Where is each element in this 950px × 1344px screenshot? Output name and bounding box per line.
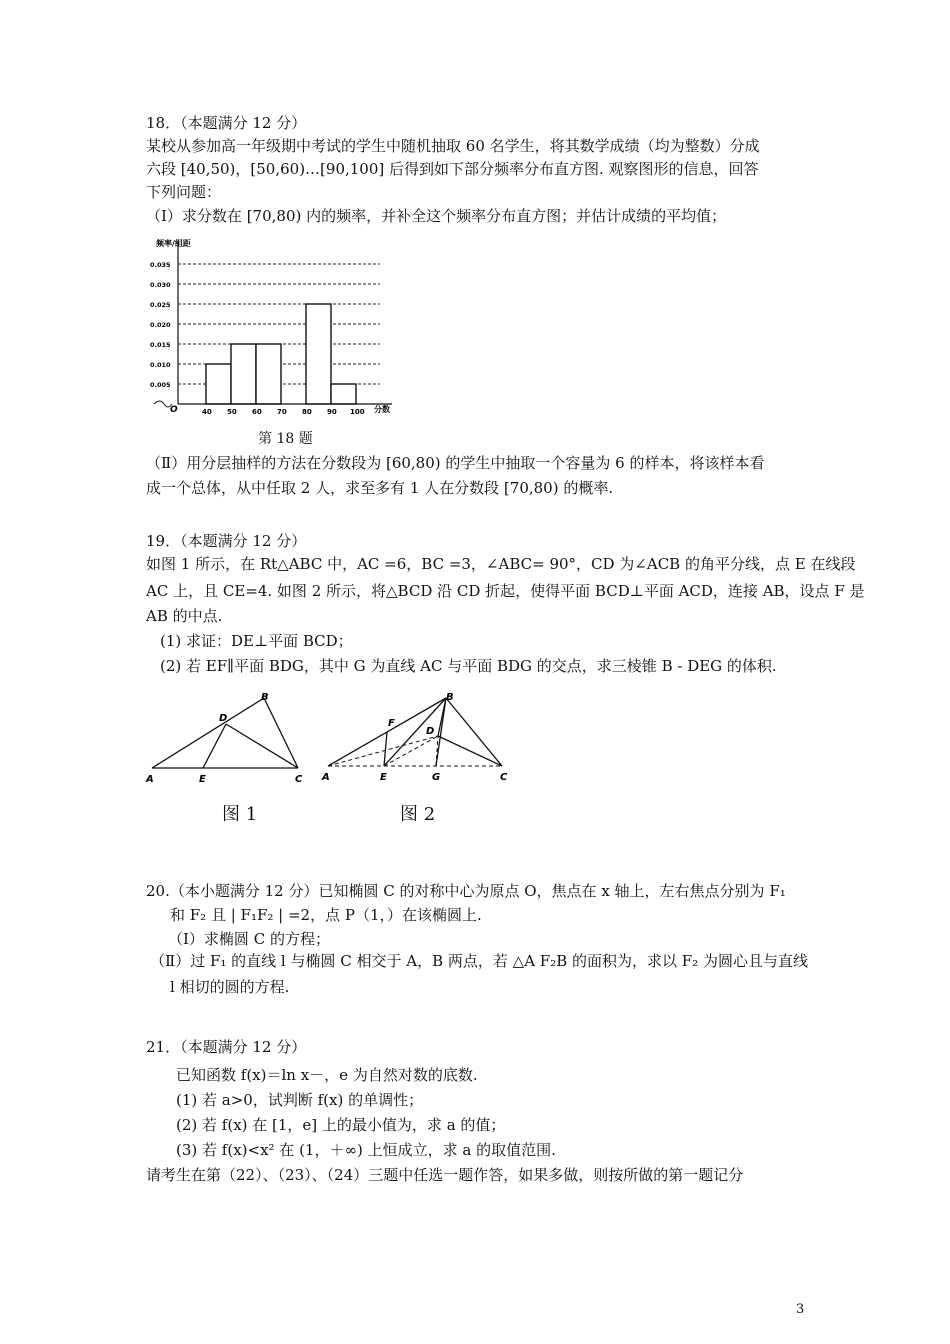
fig1-label-b: B bbox=[261, 692, 269, 703]
q19-figure2 bbox=[316, 688, 526, 788]
fig2-label-d: D bbox=[426, 726, 435, 737]
histogram-bar bbox=[306, 304, 331, 404]
q20-part1: （Ⅰ）求椭圆 C 的方程； bbox=[168, 930, 330, 948]
x-tick-label: 90 bbox=[327, 408, 337, 416]
q21-sub2: (2) 若 f(x) 在 [1，e] 上的最小值为，求 a 的值； bbox=[176, 1116, 506, 1134]
q20-part2-line1: （Ⅱ）过 F₁ 的直线 l 与椭圆 C 相交于 A，B 两点，若 △A F₂B 的面积为，求以 F₂ 为圆心且与直线 bbox=[150, 952, 808, 970]
fig2-label-f: F bbox=[388, 718, 395, 729]
q19-text-line3: AB 的中点. bbox=[146, 607, 223, 625]
q18-histogram bbox=[140, 232, 400, 427]
fig2-label-e: E bbox=[380, 772, 387, 783]
q19-figure1 bbox=[140, 688, 310, 788]
x-tick-label: 50 bbox=[227, 408, 237, 416]
x-tick-label: 80 bbox=[302, 408, 312, 416]
histogram-bar bbox=[231, 344, 256, 404]
q19-fig1-caption: 图 1 bbox=[222, 804, 258, 825]
fig1-label-e: E bbox=[199, 774, 206, 785]
q20-part2-line2: l 相切的圆的方程. bbox=[170, 978, 290, 996]
y-tick-label: 0.010 bbox=[150, 361, 171, 369]
y-tick-label: 0.015 bbox=[150, 341, 171, 349]
q18-part2-line2: 成一个总体，从中任取 2 人，求至多有 1 人在分数段 [70,80) 的概率. bbox=[146, 479, 614, 497]
histogram-bar bbox=[331, 384, 356, 404]
q19-sub2: (2) 若 EF∥平面 BDG，其中 G 为直线 AC 与平面 BDG 的交点，求三棱锥 B - DEG 的体积. bbox=[160, 657, 777, 675]
y-tick-label: 0.020 bbox=[150, 321, 171, 329]
q19-fig2-caption: 图 2 bbox=[400, 804, 436, 825]
y-axis-label: 频率/组距 bbox=[156, 239, 191, 248]
fig1-label-d: D bbox=[219, 713, 228, 724]
q18-figure-caption: 第 18 题 bbox=[258, 431, 313, 447]
q19-text-line2: AC 上，且 CE=4. 如图 2 所示，将△BCD 沿 CD 折起，使得平面 BCD⊥平面 ACD，连接 AB，设点 F 是 bbox=[146, 582, 865, 600]
q18-text-line3: 下列问题： bbox=[146, 183, 222, 201]
q21-note: 请考生在第（22）、（23）、（24）三题中任选一题作答，如果多做，则按所做的第一题记分 bbox=[146, 1166, 744, 1184]
fig1-label-c: C bbox=[295, 774, 303, 785]
q18-text-line1: 某校从参加高一年级期中考试的学生中随机抽取 60 名学生，将其数学成绩（均为整数）分成 bbox=[146, 137, 760, 155]
q21-text-line1: 已知函数 f(x)＝ln x－，e 为自然对数的底数. bbox=[176, 1066, 478, 1084]
fig2-label-b: B bbox=[446, 692, 454, 703]
q20-text-line2: 和 F₂ 且 | F₁F₂ | =2，点 P（1，）在该椭圆上. bbox=[170, 906, 482, 924]
q18-part1: （Ⅰ）求分数在 [70,80) 内的频率，并补全这个频率分布直方图；并估计成绩的平均值； bbox=[146, 207, 727, 225]
q21-sub1: (1) 若 a>0，试判断 f(x) 的单调性； bbox=[176, 1091, 424, 1109]
q19-header: 19．（本题满分 12 分） bbox=[146, 532, 307, 550]
page-number: 3 bbox=[796, 1302, 805, 1317]
x-tick-label: 100 bbox=[350, 408, 365, 416]
q21-header: 21．（本题满分 12 分） bbox=[146, 1038, 307, 1056]
x-tick-label: 60 bbox=[252, 408, 262, 416]
fig2-label-a: A bbox=[322, 772, 330, 783]
y-tick-label: 0.035 bbox=[150, 261, 171, 269]
q18-text-line2: 六段 [40,50)，[50,60)…[90,100] 后得到如下部分频率分布直方图. 观察图形的信息，回答 bbox=[146, 160, 759, 178]
fig2-label-c: C bbox=[500, 772, 508, 783]
q18-header: 18．（本题满分 12 分） bbox=[146, 114, 307, 132]
fig1-label-a: A bbox=[146, 774, 154, 785]
q19-sub1: (1) 求证：DE⊥平面 BCD； bbox=[160, 632, 353, 650]
x-tick-label: 70 bbox=[277, 408, 287, 416]
histogram-bar bbox=[206, 364, 231, 404]
q18-part2-line1: （Ⅱ）用分层抽样的方法在分数段为 [60,80) 的学生中抽取一个容量为 6 的样本，将该样本看 bbox=[146, 454, 765, 472]
q19-text-line1: 如图 1 所示，在 Rt△ABC 中，AC =6，BC =3，∠ABC= 90°，CD 为∠ACB 的角平分线，点 E 在线段 bbox=[146, 555, 856, 573]
x-tick-label: 40 bbox=[202, 408, 212, 416]
y-tick-label: 0.030 bbox=[150, 281, 171, 289]
fig2-label-g: G bbox=[432, 772, 441, 783]
q21-sub3: (3) 若 f(x)<x² 在 (1，＋∞) 上恒成立，求 a 的取值范围. bbox=[176, 1141, 556, 1159]
y-tick-label: 0.005 bbox=[150, 381, 171, 389]
x-axis-label: 分数 bbox=[374, 405, 390, 414]
histogram-bars bbox=[206, 304, 356, 404]
origin-label: O bbox=[170, 405, 178, 415]
y-tick-label: 0.025 bbox=[150, 301, 171, 309]
q20-text-line1: 20.（本小题满分 12 分）已知椭圆 C 的对称中心为原点 O，焦点在 x 轴上，左右焦点分别为 F₁ bbox=[146, 882, 786, 900]
histogram-bar bbox=[256, 344, 281, 404]
